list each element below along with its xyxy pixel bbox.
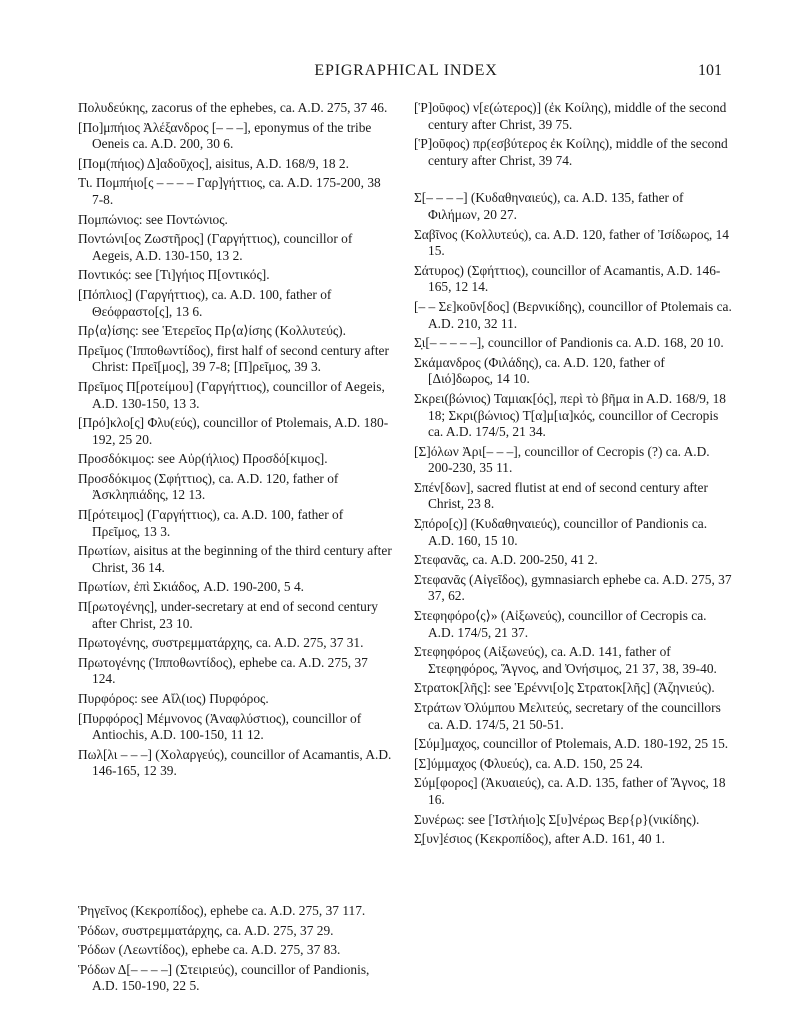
index-entry: Σ̣πόρο[ς)] (Κυδαθηναιεύς), councillor of Pandionis ca. A.D. 160, 15 10.: [414, 516, 708, 548]
index-entry: Ῥηγεῖνος (Κεκροπίδος), ephebe ca. A.D. 275, 37 117.: [78, 902, 366, 918]
index-entry: Στράτων Ὀλύμπου Μελιτεύς, secretary of the councillors ca. A.D. 174/5, 21 50-51.: [414, 700, 721, 732]
index-entry: Πρωτίων, aisitus at the beginning of the third century after Christ, 36 14.: [78, 543, 392, 575]
page-number: 101: [698, 62, 722, 79]
index-entry: Σύμ[φορος] (Ἀκυαιεύς), ca. A.D. 135, father of Ἅγνος, 18 16.: [414, 775, 726, 807]
index-entry: Στεφανᾶς (Αἰγεῖδος), gymnasiarch ephebe ca. A.D. 275, 37 37, 62.: [414, 571, 732, 604]
index-entry: Ποντώνι[ος Ζωστῆρος] (Γαργήττιος), councillor of Aegeis, A.D. 130-150, 13 2.: [78, 231, 353, 263]
index-entry: Στρατοκ[λῆς]: see Ἑ̣ρέννι[ο]ς Στρατοκ[λῆς] (Ἀζηνιεύς).: [414, 680, 715, 696]
index-entry: [Πρό]κλο[ς] Φλυ(εύς), councillor of Ptolemais, A.D. 180-192, 25 20.: [78, 415, 389, 447]
section-gap: [414, 172, 732, 190]
index-entry: [Πυρφόρος] Μέμνονος (Ἀναφλύστιος), councillor of Antiochis, A.D. 100-150, 11 12.: [78, 710, 362, 743]
index-entry: Πρεῖμος Π[ροτείμου] (Γαργήττιος), councillor of Aegeis, A.D. 130-150, 13 3.: [78, 378, 385, 411]
index-entry: Σκάμανδρος (Φιλάδης), ca. A.D. 120, father of [Διό]δωρος, 14 10.: [414, 354, 665, 387]
index-entry: Πωλ[λι – – –] (Χολαργεύς), councillor of Acamantis, A.D. 146-165, 12 39.: [78, 746, 392, 779]
index-entry: Σαβῖνος (Κολλυτεύς), ca. A.D. 120, father of Ἰσίδωρος, 14 15.: [414, 226, 729, 259]
index-entry: Π[ρότειμος] (Γαργήττιος), ca. A.D. 100, father of Πρεῖμος, 13 3.: [78, 507, 344, 539]
index-entry: Πρωτογένης, συστρεμματάρχης, ca. A.D. 275, 37 31.: [78, 635, 364, 651]
index-entry: Συνέρως: see [Ἰστλήιο]ς Σ[υ]νέρως Βερ{ρ}(νικίδης).: [414, 811, 700, 827]
index-entry: Ποντικός: see [Τι]γήιος Π[οντικός].: [78, 267, 270, 283]
index-entry: Ῥόδων, συστρεμματάρχης, ca. A.D. 275, 37 29.: [78, 922, 334, 938]
index-entry: [– – Σε]κοῦν[δος] (Βερνικίδης), councillor of Ptolemais ca. A.D. 210, 32 11.: [414, 298, 732, 331]
index-entry: Πρωτογένης (Ἱπποθωντίδος), ephebe ca. A.D. 275, 37 124.: [78, 654, 368, 687]
index-entry: Προσδόκιμος (Σφήττιος), ca. A.D. 120, father of Ἀσκληπιάδης, 12 13.: [78, 470, 339, 503]
index-entry: Σάτυρος) (Σφήττιος), councillor of Acamantis, A.D. 146-165, 12 14.: [414, 262, 721, 295]
index-entry: Πρεῖμος (Ἱπποθωντίδος), first half of second century after Christ: Πρεῖ[μος], 39 7-8; [Π]ρεῖμος, 39 3.: [78, 342, 389, 375]
index-entry: Πρωτίων, ἐπὶ Σκιάδος, A.D. 190-200, 5 4.: [78, 579, 305, 595]
index-entry: [Πόπλιος] (Γαργήττιος), ca. A.D. 100, father of Θεόφραστο[ς], 13 6.: [78, 286, 332, 319]
index-entry: Σ[– – – –] (Κυδαθηναιεύς), ca. A.D. 135, father of Φιλήμων, 20 27.: [414, 190, 684, 222]
index-entry: [Σύμ]μαχος, councillor of Ptolemais, A.D. 180-192, 25 15.: [414, 736, 729, 752]
index-entry: [Πομ(πήιος) Δ]αδοῦχος], aisitus, A.D. 168/9, 18 2.: [78, 155, 349, 171]
index-entry: Τι. Πομπήιο[ς – – – – Γαρ]γήττιος, ca. A.D. 175-200, 38 7-8.: [78, 175, 381, 207]
running-title: EPIGRAPHICAL INDEX: [314, 62, 498, 79]
index-entry: Ῥόδων (Λεωντίδος), ephebe ca. A.D. 275, 37 83.: [78, 942, 341, 958]
index-entry: Στεφηφόρο⟨ς⟩» (Αἰξωνεύς), councillor of Cecropis ca. A.D. 174/5, 21 37.: [414, 608, 707, 640]
index-entry: Στεφηφόρος (Αἰξωνεύς), ca. A.D. 141, father of Στεφηφόρος, Ἅγνος, and Ὀνήσιμος, 21 37, 38, 39-40.: [414, 644, 717, 676]
right-column: [414, 100, 732, 851]
left-column: [78, 100, 394, 998]
index-entry: Πρ⟨α⟩ίσης: see Ἑτερεῖος Πρ⟨α⟩ίσης (Κολλυτεύς).: [78, 323, 346, 339]
index-entry: Πολυδεύκης, zacorus of the ephebes, ca. A.D. 275, 37 46.: [78, 100, 388, 115]
index-entry: Προσδόκιμος: see Αὐρ(ήλιος) Προσδό[κιμος].: [78, 451, 328, 467]
index-entry: Πυρφόρος: see Αἴλ(ιος) Πυρφόρος.: [78, 691, 269, 706]
index-entry: Π[ρωτογένης], under-secretary at end of second century after Christ, 23 10.: [78, 599, 378, 631]
index-entry: Στεφανᾶς, ca. A.D. 200-250, 41 2.: [414, 552, 598, 568]
index-entry: Πομπώνιος: see Ποντώνιος.: [78, 211, 228, 227]
index-entry: Σπέν[δων], sacred flutist at end of second century after Christ, 23 8.: [414, 479, 708, 512]
section-gap: [78, 783, 394, 903]
index-entry: Σκρει(βώνιος) Ταμιακ[ός], περὶ τὸ βῆμα in A.D. 168/9, 18 18; Σκρι(βώνιος) Τ[α]μ[ια]κός, councillor of Cecropis ca. A.D. 174/5, 21 34.: [414, 390, 726, 440]
index-entry: Ῥόδων Δ[– – – –] (Στειριεύς), councillor of Pandionis, A.D. 150-190, 22 5.: [78, 961, 370, 994]
index-entry: [Σ]όλων Ἀρι[– – –], councillor of Cecropis (?) ca. A.D. 200-230, 35 11.: [414, 443, 710, 476]
index-entry: [Ῥ]οῦφος) ν[ε(ώτερος)] (ἐκ Κοίλης), middle of the second century after Christ, 39 75.: [414, 100, 727, 132]
index-entry: [Ῥ]οῦφος) πρ(εσβύτερος ἐκ Κοίλης), middle of the second century after Christ, 39 74.: [414, 136, 728, 168]
index-entry: [Πο]μπήιος Ἀλέξανδρος [– – –], eponymus of the tribe Oeneis ca. A.D. 200, 30 6.: [78, 119, 372, 152]
index-entry: Σ̣[υν]έσιος (Κεκροπίδος), after A.D. 161, 40 1.: [414, 831, 665, 847]
index-entry: Σ̣ι[– – – – –], councillor of Pandionis ca. A.D. 168, 20 10.: [414, 335, 724, 351]
index-entry: [Σ]ύμμαχος (Φλυεύς), ca. A.D. 150, 25 24.: [414, 755, 644, 771]
page-header: [90, 62, 722, 84]
